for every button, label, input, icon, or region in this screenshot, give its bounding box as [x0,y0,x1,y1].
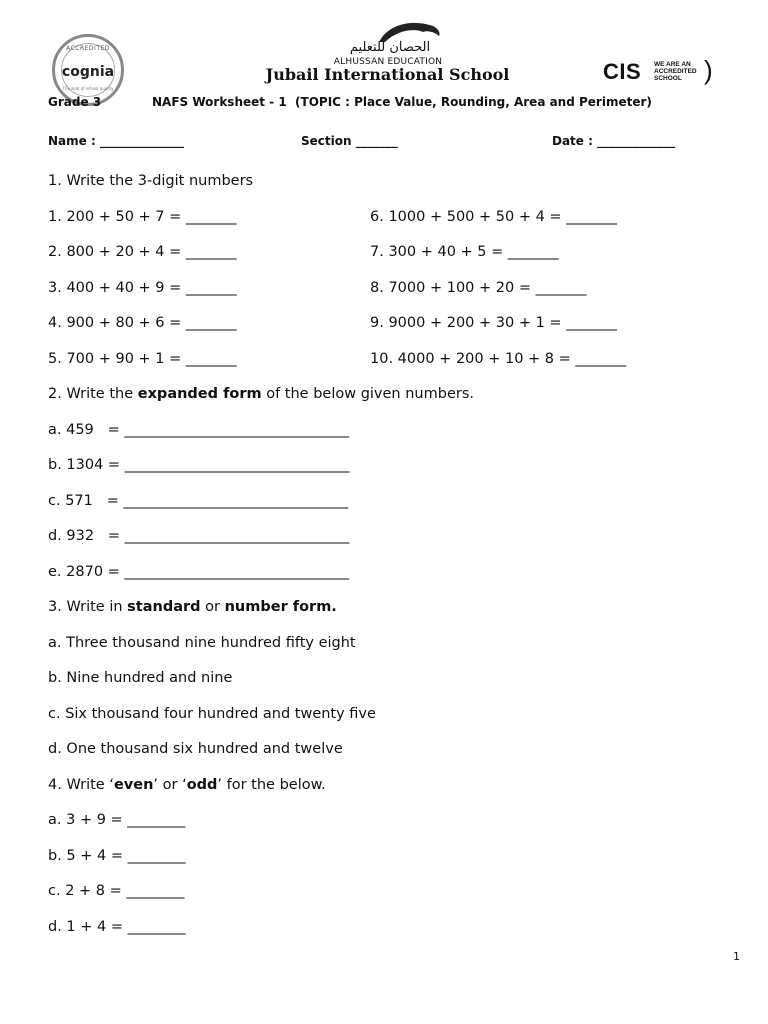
q4-item: d. 1 + 4 = ________ [48,919,186,935]
q3-title-pre: 3. Write in [48,599,128,615]
q1-title: 1. Write the 3-digit numbers [48,173,254,189]
cis-accredited-text [654,61,697,82]
q3-title-bold-number-form: number form. [224,599,337,615]
q3-item: c. Six thousand four hundred and twenty five [48,706,376,722]
cis-logo: CIS [603,59,642,84]
q2-title-post: of the below given numbers. [261,386,474,402]
brand-name: ALHUSSAN EDUCATION [333,57,443,67]
q3-title-mid: or [200,599,225,615]
q4-title-bold-odd: odd [186,777,218,793]
q3-item: b. Nine hundred and nine [48,670,233,686]
date-field: Date : _____________ [552,134,676,148]
q2-item: d. 932 = _______________________________ [48,528,350,544]
q4-title-pre: 4. Write ‘ [48,777,114,793]
q1-item: 8. 7000 + 100 + 20 = _______ [370,280,587,296]
section-field: Section _______ [301,134,398,148]
q1-item: 2. 800 + 20 + 4 = _______ [48,244,237,260]
q2-title-pre: 2. Write the [48,386,138,402]
arabic-brand-name: الحصان للتعليم [349,40,431,55]
q2-item: a. 459 = _______________________________ [48,422,350,438]
school-name: Jubail International School [265,65,510,84]
seal-bottom-text: The seal of school quality [62,86,114,91]
q4-item: a. 3 + 9 = ________ [48,812,186,828]
q2-title-bold: expanded form [137,386,262,402]
q1-item: 3. 400 + 40 + 9 = _______ [48,280,237,296]
q1-item: 5. 700 + 90 + 1 = _______ [48,351,237,367]
grade-label: Grade 3 [48,95,102,109]
q2-title [48,386,474,402]
seal-top-text: ACCREDITED [66,45,110,52]
q4-title-bold-even: even [113,777,154,793]
name-field: Name : ______________ [48,134,184,148]
q2-item: e. 2870 = _______________________________ [48,564,350,580]
q3-title [48,599,337,615]
q3-title-bold-standard: standard [127,599,201,615]
q1-item: 1. 200 + 50 + 7 = _______ [48,209,237,225]
q4-item: b. 5 + 4 = ________ [48,848,186,864]
worksheet-title: NAFS Worksheet - 1 (TOPIC : Place Value, Rounding, Area and Perimeter) [152,95,652,109]
q1-item: 6. 1000 + 500 + 50 + 4 = _______ [370,209,617,225]
q3-item: a. Three thousand nine hundred fifty eight [48,635,356,651]
cis-paren-mark: ) [704,55,713,85]
q1-item: 4. 900 + 80 + 6 = _______ [48,315,237,331]
q4-title-mid: ’ or ‘ [153,777,187,793]
q2-item: b. 1304 = _______________________________ [48,457,350,473]
page-number: 1 [733,950,740,963]
q1-item: 9. 9000 + 200 + 30 + 1 = _______ [370,315,617,331]
q3-item: d. One thousand six hundred and twelve [48,741,343,757]
q4-title-post: ’ for the below. [217,777,326,793]
q4-item: c. 2 + 8 = ________ [48,883,185,899]
cis-line-2: ACCREDITED [654,68,697,75]
q2-item: c. 571 = _______________________________ [48,493,349,509]
cis-line-3: SCHOOL [654,75,682,82]
q4-title [48,777,326,793]
q1-item: 10. 4000 + 200 + 10 + 8 = _______ [370,351,627,367]
seal-wordmark: cognia [61,64,115,80]
q1-item: 7. 300 + 40 + 5 = _______ [370,244,559,260]
cis-line-1: WE ARE AN [654,61,691,68]
